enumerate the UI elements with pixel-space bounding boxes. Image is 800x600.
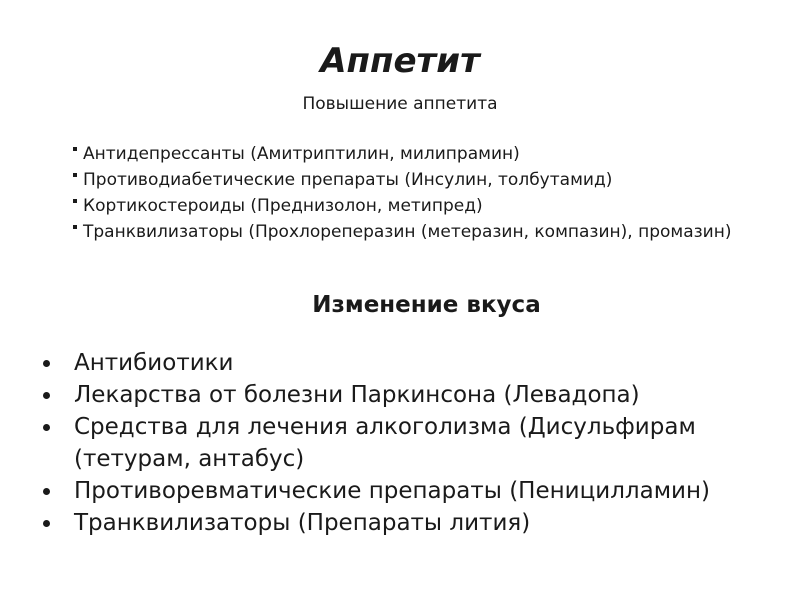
round-bullet-icon (43, 520, 50, 527)
list-item (72, 193, 792, 219)
list-item-text: Транквилизаторы (Прохлоpеперазин (метеразин, компазин), промазин) (83, 222, 732, 242)
square-bullet-icon (73, 199, 77, 203)
square-bullet-icon (73, 147, 77, 151)
round-bullet-icon (43, 360, 50, 367)
taste-drug-list (38, 347, 778, 539)
square-bullet-icon (73, 225, 77, 229)
list-item-text: Средства для лечения алкоголизма (Дисульфирам (тетурам, антабус) (74, 414, 696, 472)
list-item-text: Лекарства от болезни Паркинсона (Левадопа) (74, 382, 640, 408)
list-item (38, 379, 778, 411)
round-bullet-icon (43, 392, 50, 399)
list-item (72, 219, 792, 245)
list-item-text: Антибиотики (74, 350, 234, 376)
list-item (72, 141, 792, 167)
list-item-text: Противодиабетические препараты (Инсулин, толбутамид) (83, 170, 613, 190)
square-bullet-icon (73, 173, 77, 177)
list-item (38, 347, 778, 379)
appetite-increase-subtitle: Повышение аппетита (302, 94, 498, 114)
list-item-text: Противоревматические препараты (Пеницилламин) (74, 478, 711, 504)
taste-change-heading: Изменение вкуса (312, 292, 541, 318)
round-bullet-icon (43, 488, 50, 495)
list-item (38, 507, 778, 539)
list-item-text: Антидепрессанты (Амитриптилин, милипрамин) (83, 144, 520, 164)
list-item-text: Транквилизаторы (Препараты лития) (74, 510, 531, 536)
appetite-drug-list (72, 141, 792, 245)
slide-title: Аппетит (320, 41, 480, 81)
list-item (72, 167, 792, 193)
list-item-text: Кортикостероиды (Преднизолон, метипред) (83, 196, 483, 216)
list-item (38, 475, 778, 507)
list-item (38, 411, 778, 475)
round-bullet-icon (43, 424, 50, 431)
